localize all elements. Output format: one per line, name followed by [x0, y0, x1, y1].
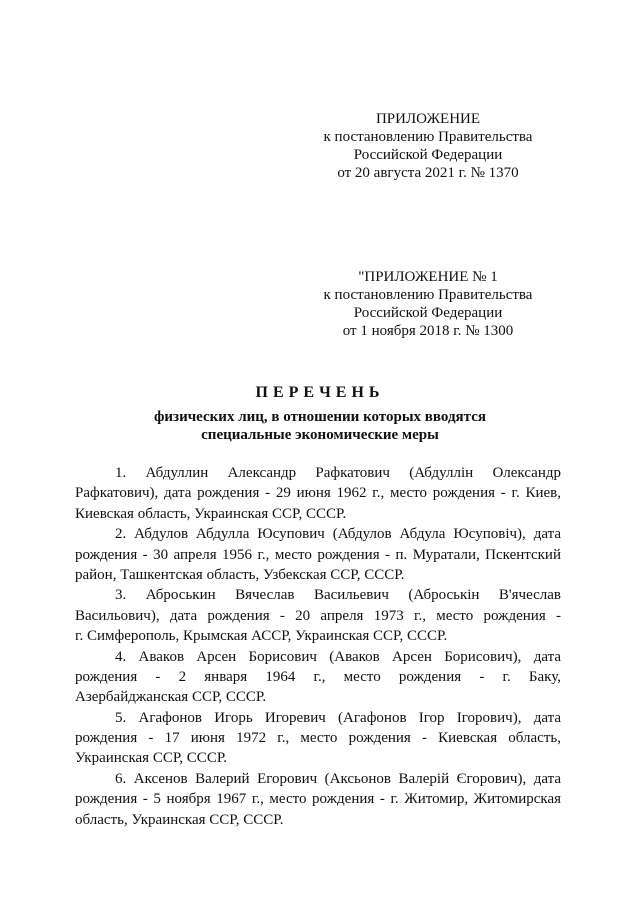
appendix-date-number: от 1 ноября 2018 г. № 1300 — [342, 323, 514, 339]
entry-line: 1. Абдуллин Александр Рафкатович (Абдуллін Олександр — [115, 465, 561, 481]
entry-line: Киевская область, Украинская ССР, СССР. — [75, 505, 347, 522]
entry-line: 5. Агафонов Игорь Игоревич (Агафонов Iгор Iгорович), дата — [115, 709, 561, 726]
appendix-authority: Российской Федерации — [353, 147, 503, 163]
appendix-date-number: от 20 августа 2021 г. № 1370 — [337, 165, 519, 181]
list-item — [75, 769, 561, 830]
entry-line: 6. Аксенов Валерий Егорович (Аксьонов Валерiй Єгорович), дата — [115, 770, 561, 787]
appendix-reference: к постановлению Правительства — [323, 287, 533, 303]
entry-line: Васильович), дата рождения - 20 апреля 1973 г., место рождения - — [75, 607, 561, 624]
entry-line: 2. Абдулов Абдулла Юсупович (Абдулов Абдула Юсуповiч), дата — [115, 526, 561, 543]
appendix-authority: Российской Федерации — [353, 305, 503, 321]
entry-line: район, Ташкентская область, Узбекская ССР, СССР. — [75, 566, 405, 583]
entry-line: Украинская ССР, СССР. — [75, 750, 228, 767]
entry-line: рождения - 17 июня 1972 г., место рождения - Киевская область, — [75, 730, 561, 747]
entry-line: 3. Аброськин Вячеслав Васильевич (Аброськін В'ячеслав — [115, 587, 561, 604]
list-item — [75, 585, 561, 646]
entry-line: рождения - 2 января 1964 г., место рождения - г. Баку, — [75, 668, 561, 685]
entry-line: рождения - 5 ноября 1967 г., место рождения - г. Житомир, Житомирская — [75, 791, 561, 808]
entry-line: область, Украинская ССР, СССР. — [75, 811, 284, 828]
appendix-title: "ПРИЛОЖЕНИЕ № 1 — [358, 269, 498, 285]
appendix-block-secondary — [310, 268, 546, 340]
entry-line: 4. Аваков Арсен Борисович (Аваков Арсен Борисович), дата — [115, 648, 561, 665]
persons-list — [75, 463, 561, 830]
document-subtitle — [0, 408, 640, 444]
list-item — [75, 524, 561, 585]
entry-line: рождения - 30 апреля 1956 г., место рождения - п. Муратали, Пскентский — [75, 546, 561, 563]
appendix-reference: к постановлению Правительства — [323, 129, 533, 145]
subtitle-line: физических лиц, в отношении которых вводятся — [154, 409, 486, 425]
subtitle-line: специальные экономические меры — [201, 427, 439, 443]
entry-line: г. Симферополь, Крымская АССР, Украинская ССР, СССР. — [75, 628, 448, 645]
appendix-block-primary — [318, 110, 538, 182]
appendix-title: ПРИЛОЖЕНИЕ — [375, 111, 481, 127]
entry-line: Азербайджанская ССР, СССР. — [75, 689, 267, 706]
list-item — [75, 647, 561, 708]
entry-line: Рафкатович), дата рождения - 29 июня 1962 г., место рождения - г. Киев, — [75, 485, 561, 502]
list-item — [75, 463, 561, 524]
document-title: ПЕРЕЧЕНЬ — [255, 384, 385, 401]
list-item — [75, 708, 561, 769]
